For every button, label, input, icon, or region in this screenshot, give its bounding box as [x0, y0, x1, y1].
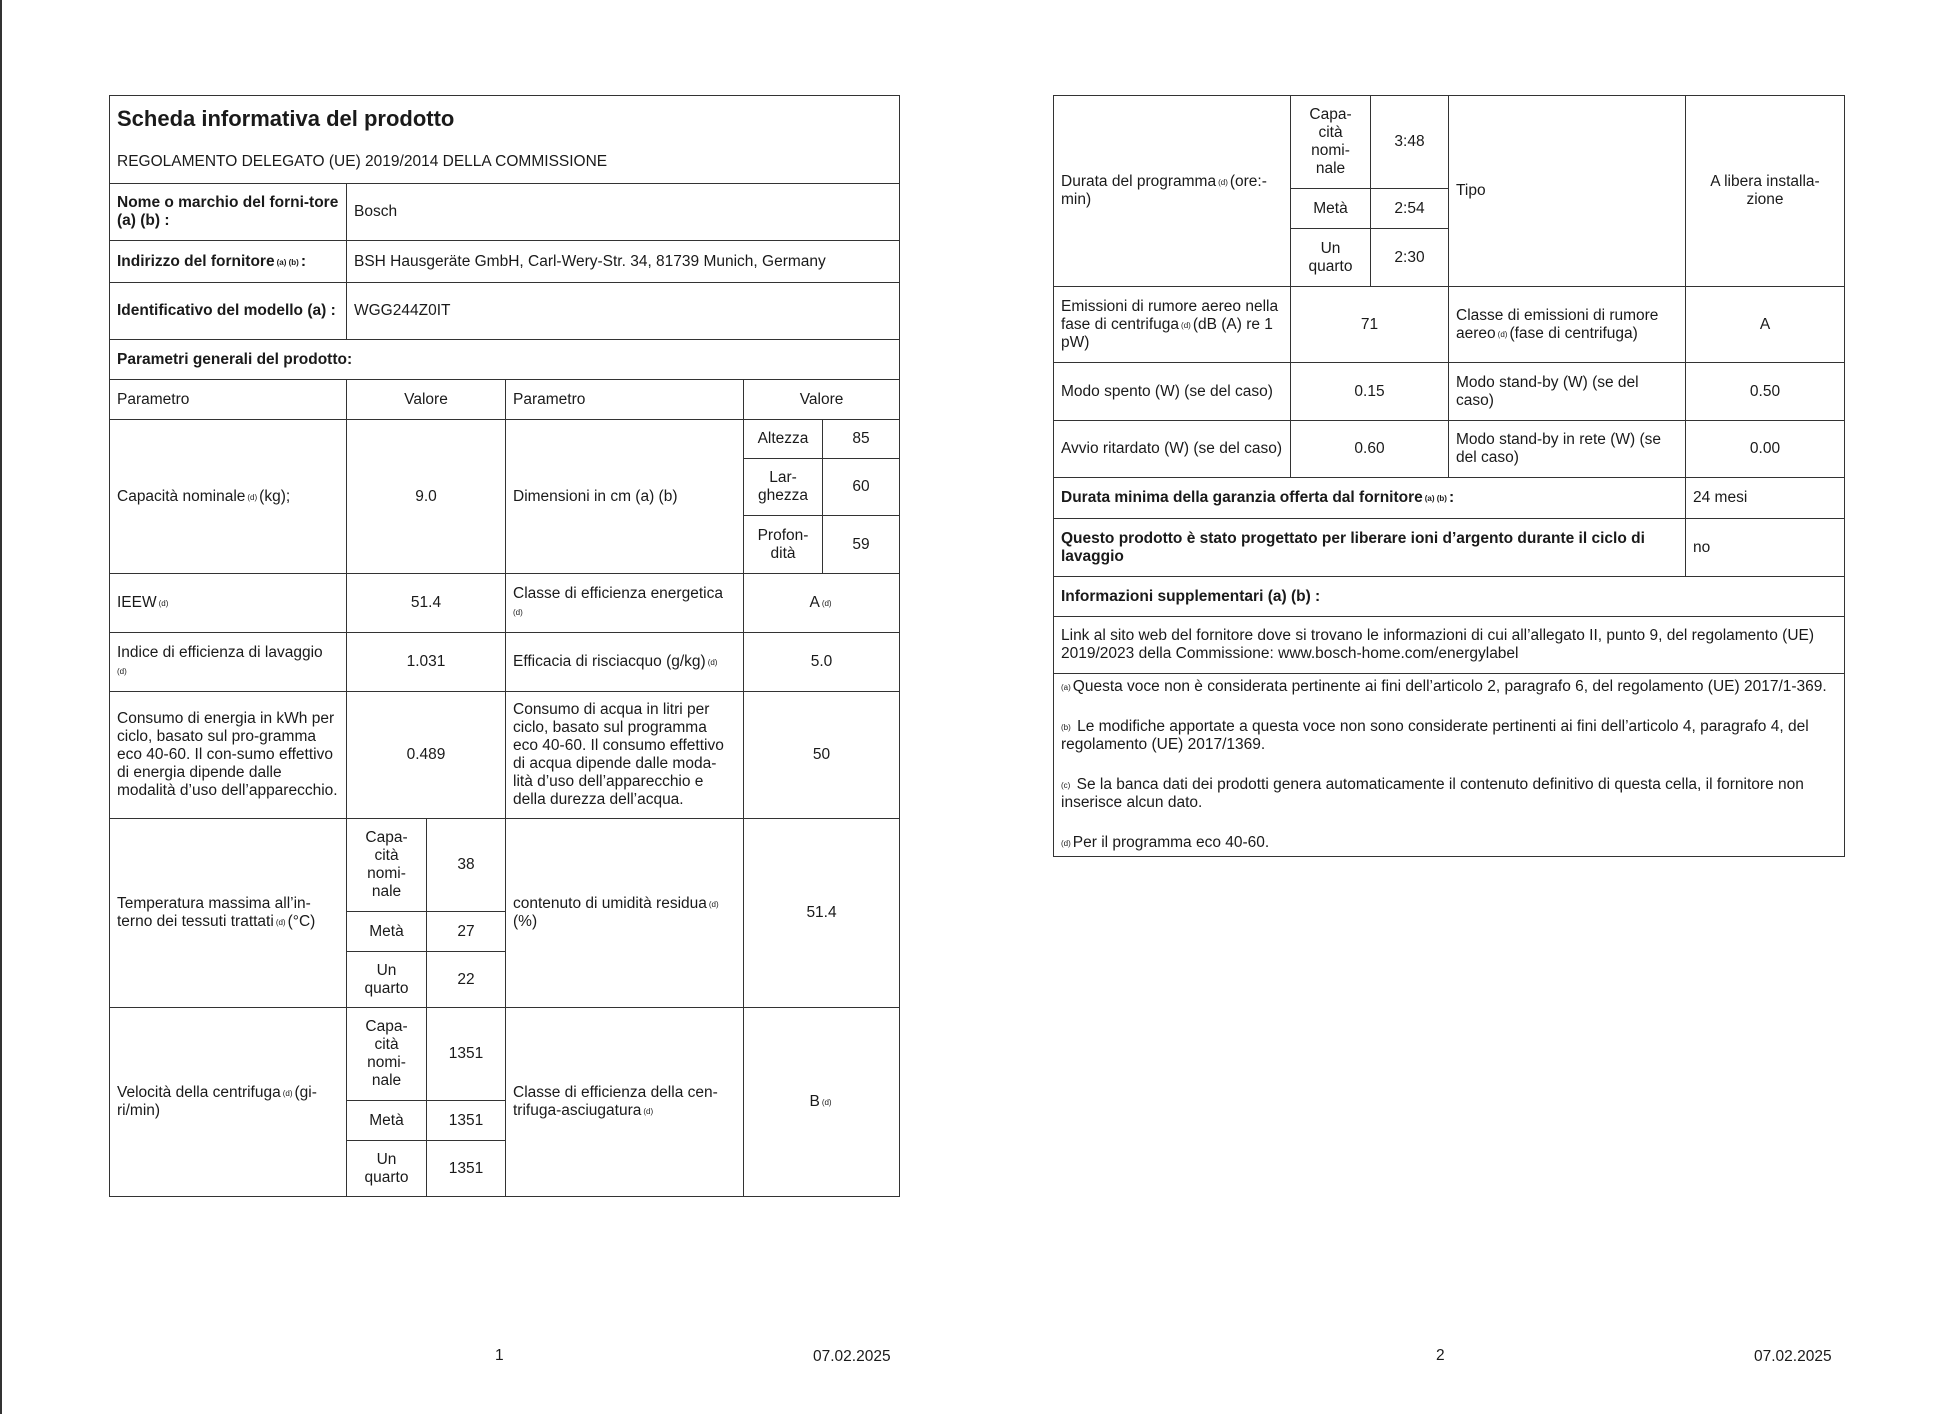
footnote-ref: (d): [821, 1098, 832, 1107]
warranty-colon: :: [1448, 489, 1455, 506]
duration-row-value: 2:30: [1371, 229, 1449, 287]
type-label: Tipo: [1449, 96, 1686, 287]
col-header-param: Parametro: [506, 380, 744, 420]
footnote-ref: (d): [117, 667, 127, 676]
spin-class-text: Classe di efficienza della cen-trifuga-asciugatura: [513, 1084, 718, 1119]
duration-row-value: 3:48: [1371, 96, 1449, 189]
width-label: Lar-ghezza: [744, 459, 823, 516]
warranty-value: 24 mesi: [1686, 478, 1845, 519]
rinse-label: [506, 633, 744, 692]
duration-unit: (ore:-min): [1061, 173, 1267, 208]
capacity-label: [110, 420, 347, 574]
footnote-ref: (d): [1181, 320, 1191, 330]
footer-date: 07.02.2025: [1754, 1348, 1832, 1365]
dimensions-label: Dimensioni in cm (a) (b): [506, 420, 744, 574]
supplier-link-text: Link al sito web del fornitore dove si trovano le informazioni di cui all’allegato II, punto 9, del regolamento (UE) 2019/2023 della Commissione: www.bosch-home.com/energylabel: [1054, 617, 1845, 674]
moisture-unit: (%): [513, 913, 538, 930]
ieew-value: 51.4: [347, 574, 506, 633]
standby-value: 0.50: [1686, 363, 1845, 421]
max-temp-row-value: 27: [427, 912, 506, 952]
footnote-item: [1061, 834, 1837, 852]
extra-info-heading: Informazioni supplementari (a) (b) :: [1054, 577, 1845, 617]
footnote-ref: (d): [1218, 178, 1228, 187]
spin-speed-row-value: 1351: [427, 1141, 506, 1197]
footnotes-cell: [1054, 674, 1845, 857]
spin-speed-label: [110, 1008, 347, 1197]
duration-row-value: 2:54: [1371, 189, 1449, 229]
noise-unit: (dB (A) re 1 pW): [1061, 315, 1273, 351]
spin-class-value: [744, 1008, 900, 1197]
delay-start-value: 0.60: [1291, 421, 1449, 478]
spin-speed-row-value: 1351: [427, 1101, 506, 1141]
max-temp-row-value: 22: [427, 952, 506, 1008]
rinse-value: 5.0: [744, 633, 900, 692]
type-value: A libera installa-zione: [1686, 96, 1845, 287]
footnote-ref: (a) (b): [276, 257, 299, 267]
water-consumption-value: 50: [744, 692, 900, 819]
capacity-unit: (kg);: [259, 487, 291, 505]
page-number: 2: [1436, 1347, 1445, 1364]
col-header-param: Parametro: [110, 380, 347, 420]
delay-start-label: Avvio ritardato (W) (se del caso): [1054, 421, 1291, 478]
warranty-text: Durata minima della garanzia offerta dal fornitore: [1061, 489, 1423, 506]
footnote-ref: (a) (b): [1424, 494, 1447, 503]
ieew-label: [110, 574, 347, 633]
noise-text: Emissioni di rumore aereo nella fase di centrifuga: [1061, 297, 1279, 333]
noise-value: 71: [1291, 287, 1449, 363]
noise-class-label: [1449, 287, 1686, 363]
footnote-ref: (d): [158, 599, 169, 608]
spin-speed-row-label: Un quarto: [347, 1141, 427, 1197]
footer-date: 07.02.2025: [813, 1348, 891, 1365]
duration-row-label: Metà: [1291, 189, 1371, 229]
spin-speed-row-value: 1351: [427, 1008, 506, 1101]
wash-index-text: Indice di efficienza di lavaggio: [117, 644, 323, 661]
energy-consumption-label: Consumo di energia in kWh per ciclo, basato sul pro-gramma eco 40-60. Il con-sumo effettivo di energia dipende dalle modalità d’uso dell’apparecchio.: [110, 692, 347, 819]
noise-class-value: A: [1686, 287, 1845, 363]
depth-label: Profon-dità: [744, 516, 823, 574]
col-header-value: Valore: [347, 380, 506, 420]
wash-index-value: 1.031: [347, 633, 506, 692]
width-value: 60: [823, 459, 900, 516]
page-number: 1: [495, 1347, 504, 1364]
moisture-value: 51.4: [744, 819, 900, 1008]
wash-index-label: [110, 633, 347, 692]
general-params-heading: Parametri generali del prodotto:: [110, 340, 900, 380]
spin-speed-text: Velocità della centrifuga: [117, 1084, 281, 1101]
warranty-label: [1054, 478, 1686, 519]
rinse-text: Efficacia di risciacquo (g/kg): [513, 653, 706, 670]
duration-label: [1054, 96, 1291, 287]
max-temp-unit: (°C): [287, 913, 316, 930]
footnote-ref: (d): [513, 608, 523, 617]
footnote-text: Se la banca dati dei prodotti genera automaticamente il contenuto definitivo di questa cella, il fornitore non inserisce alcun dato.: [1061, 776, 1804, 811]
duration-text: Durata del programma: [1061, 173, 1217, 190]
energy-class-text: Classe di efficienza energetica: [513, 585, 723, 602]
supplier-address-value: BSH Hausgeräte GmbH, Carl-Wery-Str. 34, 81739 Munich, Germany: [347, 241, 900, 283]
network-standby-value: 0.00: [1686, 421, 1845, 478]
off-mode-value: 0.15: [1291, 363, 1449, 421]
footnote-mark: (c): [1061, 781, 1071, 790]
footnote-ref: (d): [247, 492, 258, 502]
supplier-address-label: [110, 241, 347, 283]
col-header-value: Valore: [744, 380, 900, 420]
moisture-label: [506, 819, 744, 1008]
supplier-address-text: Indirizzo del fornitore: [117, 252, 275, 270]
max-temp-row-label: Capa-cità nomi-nale: [347, 819, 427, 912]
max-temp-label: [110, 819, 347, 1008]
page-title: Scheda informativa del prodotto: [117, 105, 455, 131]
capacity-text: Capacità nominale: [117, 487, 246, 505]
model-id-value: WGG244Z0IT: [347, 283, 900, 340]
footnote-item: [1061, 678, 1837, 696]
footnote-text: Le modifiche apportate a questa voce non sono considerate pertinenti ai fini dell’articolo 4, paragrafo 4, del regolamento (UE) 2017/1369.: [1061, 718, 1809, 753]
energy-class-value: [744, 574, 900, 633]
footnote-ref: (d): [821, 599, 832, 608]
off-mode-label: Modo spento (W) (se del caso): [1054, 363, 1291, 421]
footnote-ref: (d): [275, 918, 286, 927]
energy-consumption-value: 0.489: [347, 692, 506, 819]
moisture-text: contenuto di umidità residua: [513, 895, 707, 912]
page-border: [0, 0, 2, 1414]
max-temp-row-label: Metà: [347, 912, 427, 952]
footnote-mark: (a): [1061, 683, 1071, 692]
spin-speed-unit: (gi-ri/min): [117, 1084, 317, 1119]
supplier-address-colon: :: [300, 252, 306, 270]
footnote-ref: (d): [708, 900, 719, 909]
supplier-name-value: Bosch: [347, 184, 900, 241]
spin-class-letter: B: [809, 1093, 820, 1110]
footnote-ref: (d): [1497, 329, 1508, 339]
duration-row-label: Un quarto: [1291, 229, 1371, 287]
max-temp-text: Temperatura massima all’in-terno dei tessuti trattati: [117, 895, 311, 930]
water-consumption-label: Consumo di acqua in litri per ciclo, basato sul programma eco 40-60. Il consumo effettivo di acqua dipende dalle moda-lità d’uso dell’apparecchio e della durezza dell’acqua.: [506, 692, 744, 819]
footnote-ref: (d): [707, 658, 718, 667]
network-standby-label: Modo stand-by in rete (W) (se del caso): [1449, 421, 1686, 478]
title-cell: [110, 96, 900, 142]
footnote-text: Per il programma eco 40-60.: [1072, 834, 1270, 851]
footnote-ref: (d): [643, 1107, 654, 1116]
noise-class-suffix: (fase di centrifuga): [1509, 324, 1638, 342]
max-temp-row-label: Un quarto: [347, 952, 427, 1008]
footnote-item: [1061, 776, 1837, 812]
footnote-mark: (b): [1061, 723, 1071, 732]
silver-ions-label: Questo prodotto è stato progettato per liberare ioni d’argento durante il ciclo di lavaggio: [1054, 519, 1686, 577]
spin-speed-row-label: Capa-cità nomi-nale: [347, 1008, 427, 1101]
noise-class-text: Classe di emissioni di rumore aereo: [1456, 306, 1659, 342]
regulation-text: REGOLAMENTO DELEGATO (UE) 2019/2014 DELLA COMMISSIONE: [110, 142, 900, 184]
capacity-value: 9.0: [347, 420, 506, 574]
product-info-table: [109, 95, 900, 1197]
footnote-text: Questa voce non è considerata pertinente ai fini dell’articolo 2, paragrafo 6, del regolamento (UE) 2017/1-369.: [1072, 678, 1827, 695]
standby-label: Modo stand-by (W) (se del caso): [1449, 363, 1686, 421]
height-label: Altezza: [744, 420, 823, 459]
product-info-table-continued: [1053, 95, 1845, 857]
ieew-text: IEEW: [117, 594, 157, 611]
depth-value: 59: [823, 516, 900, 574]
energy-class-letter: A: [809, 594, 820, 611]
duration-row-label: Capa-cità nomi-nale: [1291, 96, 1371, 189]
supplier-name-label: Nome o marchio del forni-tore (a) (b) :: [110, 184, 347, 241]
height-value: 85: [823, 420, 900, 459]
max-temp-row-value: 38: [427, 819, 506, 912]
energy-class-label: [506, 574, 744, 633]
spin-class-label: [506, 1008, 744, 1197]
spin-speed-row-label: Metà: [347, 1101, 427, 1141]
model-id-label: Identificativo del modello (a) :: [110, 283, 347, 340]
silver-ions-value: no: [1686, 519, 1845, 577]
footnote-mark: (d): [1061, 839, 1071, 848]
noise-label: [1054, 287, 1291, 363]
footnote-ref: (d): [282, 1089, 293, 1098]
footnote-item: [1061, 718, 1837, 754]
